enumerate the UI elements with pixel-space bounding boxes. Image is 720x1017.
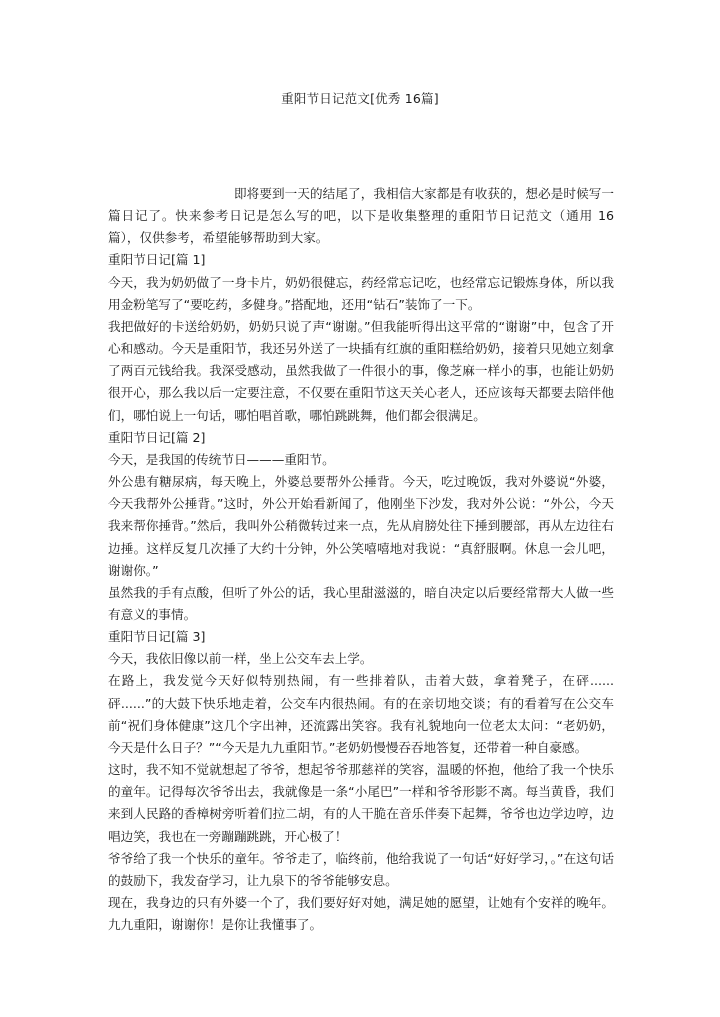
body-paragraph: 今天，我为奶奶做了一身卡片，奶奶很健忘，药经常忘记吃，也经常忘记锻炼身体，所以我用金粉笔写了“要吃药，多健身。”搭配地，还用“钻石”装饰了一下。 <box>108 274 614 312</box>
body-paragraph: 爷爷给了我一个快乐的童年。爷爷走了，临终前，他给我说了一句话“好好学习，。”在这句话的鼓励下，我发奋学习，让九泉下的爷爷能够安息。 <box>108 850 614 888</box>
body-paragraph: 现在，我身边的只有外婆一个了，我们要好好对她，满足她的愿望，让她有个安祥的晚年。九九重阳，谢谢你！是你让我懂事了。 <box>108 895 614 933</box>
body-paragraph: 今天，是我国的传统节日———重阳节。 <box>108 451 335 467</box>
section-heading: 重阳节日记[篇 3] <box>108 629 206 645</box>
intro-paragraph: 即将要到一天的结尾了，我相信大家都是有收获的，想必是时候写一篇日记了。快来参考日记是怎么写的吧，以下是收集整理的重阳节日记范文（通用 16 篇），仅供参考，希望能够帮助到大家。 <box>108 186 614 246</box>
body-paragraph: 在路上，我发觉今天好似特别热闹，有一些排着队，击着大鼓，拿着凳子，在砰......砰......”的大鼓下快乐地走着，公交车内很热闹。有的在亲切地交谈；有的看着写在公交车前“祝们身体健康”这几个字出神，还流露出笑容。我有礼貌地向一位老太太问：“老奶奶，今天是什么日子？”“今天是九九重阳节。”老奶奶慢慢吞吞地答复，还带着一种自豪感。 <box>108 673 614 755</box>
body-paragraph: 外公患有糖尿病，每天晚上，外婆总要帮外公捶背。今天，吃过晚饭，我对外婆说“外婆，今天我帮外公捶背。”这时，外公开始看新闻了，他刚坐下沙发，我对外公说：“外公，今天我来帮你捶背。”然后，我叫外公稍微转过来一点，先从肩膀处往下捶到腰部，再从左边往右边捶。这样反复几次捶了大约十分钟，外公笑嘻嘻地对我说：“真舒服啊。休息一会儿吧，谢谢你。” <box>108 474 614 578</box>
body-paragraph: 我把做好的卡送给奶奶，奶奶只说了声“谢谢。”但我能听得出这平常的“谢谢”中，包含了开心和感动。今天是重阳节，我还另外送了一块插有红旗的重阳糕给奶奶，接着只见她立刻拿了两百元钱给我。我深受感动，虽然我做了一件很小的事，像芝麻一样小的事，也能让奶奶很开心，那么我以后一定要注意，不仅要在重阳节这天关心老人，还应该每天都要去陪伴他们，哪怕说上一句话，哪怕唱首歌，哪怕跳跳舞，他们都会很满足。 <box>108 318 614 423</box>
body-paragraph: 这时，我不知不觉就想起了爷爷，想起爷爷那慈祥的笑容，温暖的怀抱，他给了我一个快乐的童年。记得每次爷爷出去，我就像是一条“小尾巴”一样和爷爷形影不离。每当黄昏，我们来到人民路的香樟树旁听着们拉二胡，有的人干脆在音乐伴奏下起舞，爷爷也边学边哼，边唱边笑，我也在一旁蹦蹦跳跳，开心极了！ <box>108 762 614 844</box>
section-heading: 重阳节日记[篇 1] <box>108 252 206 268</box>
body-paragraph: 今天，我依旧像以前一样，坐上公交车去上学。 <box>108 651 373 667</box>
section-heading: 重阳节日记[篇 2] <box>108 429 206 445</box>
body-paragraph: 虽然我的手有点酸，但听了外公的话，我心里甜滋滋的，暗自决定以后要经常帮大人做一些有意义的事情。 <box>108 584 614 622</box>
document-body <box>108 183 614 936</box>
document-title: 重阳节日记范文[优秀 16篇] <box>281 91 439 106</box>
